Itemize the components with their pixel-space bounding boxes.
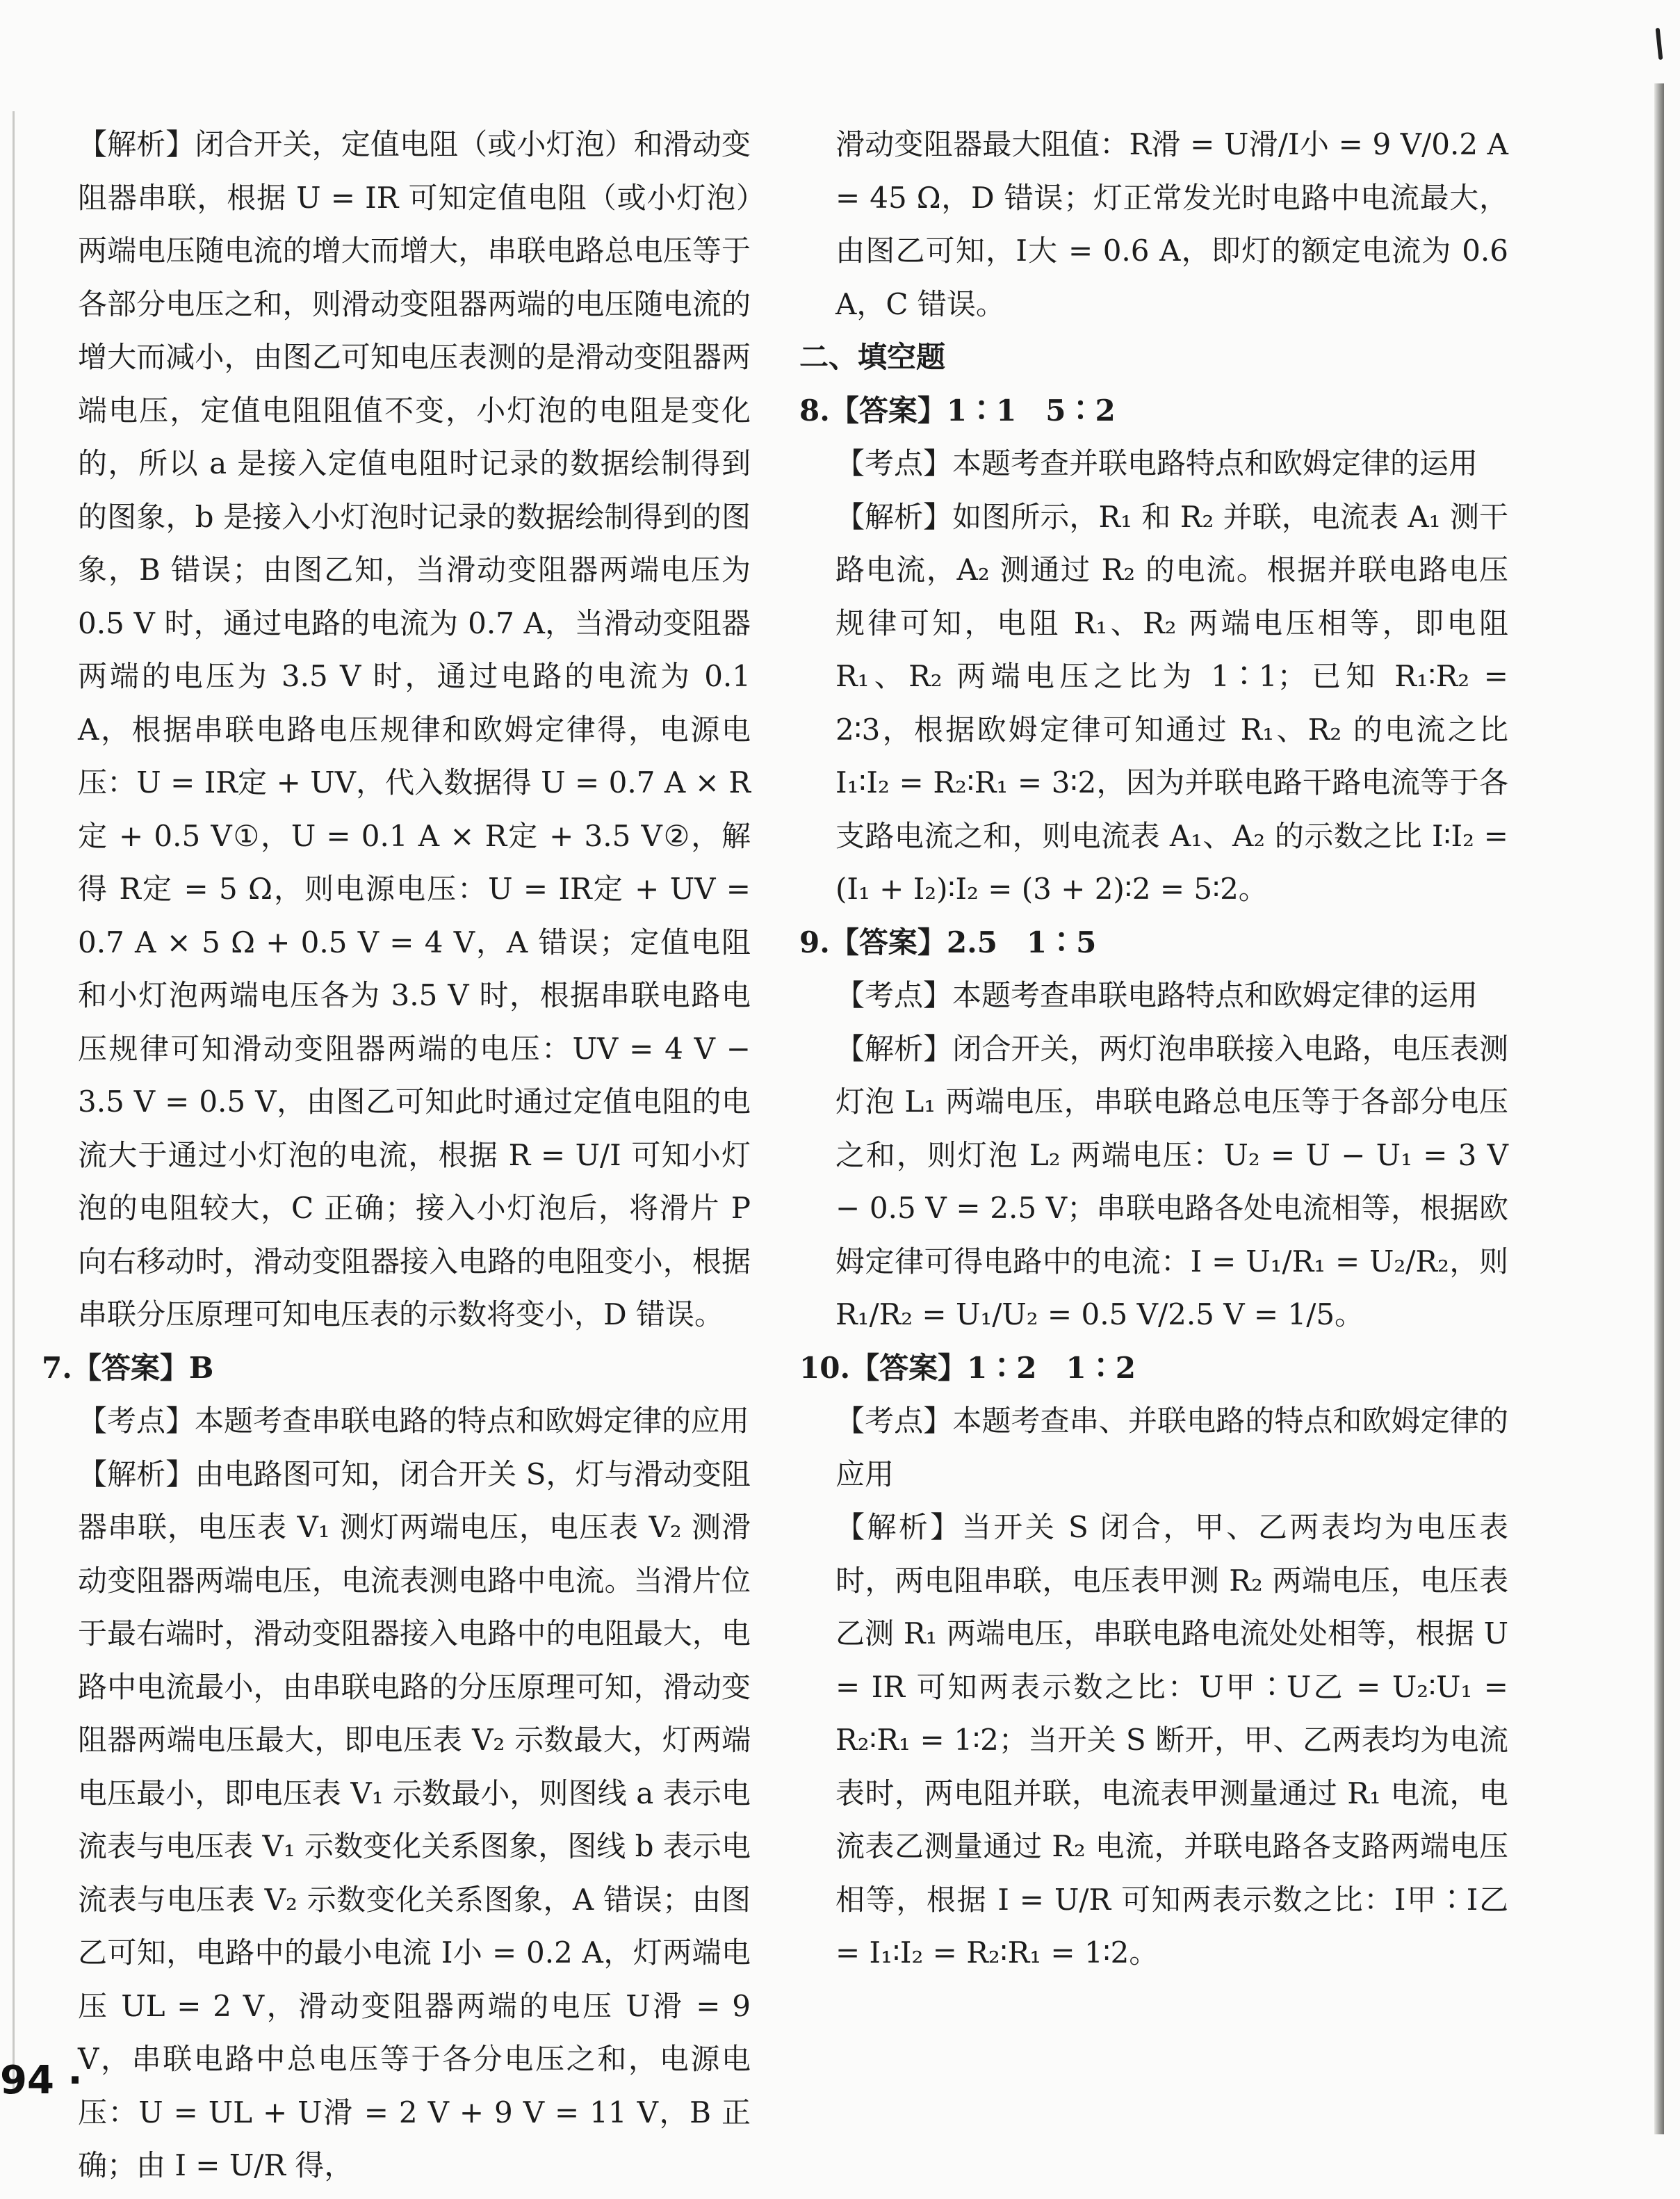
q9-point: 【考点】本题考查串联电路特点和欧姆定律的运用 (835, 978, 1478, 1012)
page-number: 94 · (0, 2058, 83, 2103)
page-edge-left (13, 111, 15, 2093)
q9-analysis: 【解析】闭合开关，两灯泡串联接入电路，电压表测灯泡 L₁ 两端电压，串联电路总电压等于各部分电压之和，则灯泡 L₂ 两端电压：U₂ = U − U₁ = 3 V − 0.5 V = 2.5 V；串联电路各处电流相等，根据欧姆定律可得电路中的电流：I = U₁/R₁ = U₂/R₂，则 R₁/R₂ = U₁/U₂ = 0.5 V/2.5 V = 1/5。 (835, 1031, 1508, 1331)
q9-answer: 9.【答案】2.5 1∶5 (799, 925, 1097, 959)
left-column (42, 118, 751, 2193)
q6-analysis: 【解析】闭合开关，定值电阻（或小灯泡）和滑动变阻器串联，根据 U = IR 可知定值电阻（或小灯泡）两端电压随电流的增大而增大，串联电路总电压等于各部分电压之和，则滑动变阻器两端的电压随电流的增大而减小，由图乙可知电压表测的是滑动变阻器两端电压，定值电阻阻值不变，小灯泡的电阻是变化的，所以 a 是接入定值电阻时记录的数据绘制得到的图象，b 是接入小灯泡时记录的数据绘制得到的图象，B 错误；由图乙知，当滑动变阻器两端电压为 0.5 V 时，通过电路的电流为 0.7 A，当滑动变阻器两端的电压为 3.5 V 时，通过电路的电流为 0.1 A，根据串联电路电压规律和欧姆定律得，电源电压：U = IR定 + UV，代入数据得 U = 0.7 A × R定 + 0.5 V①，U = 0.1 A × R定 + 3.5 V②，解得 R定 = 5 Ω，则电源电压：U = IR定 + UV = 0.7 A × 5 Ω + 0.5 V = 4 V，A 错误；定值电阻和小灯泡两端电压各为 3.5 V 时，根据串联电路电压规律可知滑动变阻器两端的电压：UV = 4 V − 3.5 V = 0.5 V，由图乙可知此时通过定值电阻的电流大于通过小灯泡的电流，根据 R = U/I 可知小灯泡的电阻较大，C 正确；接入小灯泡后，将滑片 P 向右移动时，滑动变阻器接入电路的电阻变小，根据串联分压原理可知电压表的示数将变小，D 错误。 (78, 127, 751, 1331)
q10-analysis: 【解析】当开关 S 闭合，甲、乙两表均为电压表时，两电阻串联，电压表甲测 R₂ 两端电压，电压表乙测 R₁ 两端电压，串联电路电流处处相等，根据 U = IR 可知两表示数之比：U甲∶U乙 = U₂∶U₁ = R₂∶R₁ = 1∶2；当开关 S 断开，甲、乙两表均为电流表时，两电阻并联，电流表甲测量通过 R₁ 电流，电流表乙测量通过 R₂ 电流，并联电路各支路两端电压相等，根据 I = U/R 可知两表示数之比：I甲∶I乙 = I₁∶I₂ = R₂∶R₁ = 1∶2。 (835, 1510, 1508, 1970)
page-binding-edge (1654, 83, 1664, 2134)
right-column (799, 118, 1508, 1980)
q7-point: 【考点】本题考查串联电路的特点和欧姆定律的应用 (78, 1404, 750, 1438)
corner-mark (1656, 28, 1663, 60)
q10-answer: 10.【答案】1∶2 1∶2 (799, 1350, 1136, 1385)
section-heading: 二、填空题 (799, 340, 946, 374)
q7-analysis-continued: 滑动变阻器最大阻值：R滑 = U滑/I小 = 9 V/0.2 A = 45 Ω，D 错误；灯正常发光时电路中电流最大，由图乙可知，I大 = 0.6 A，即灯的额定电流为 0.6 A，C 错误。 (835, 127, 1508, 321)
q7-analysis: 【解析】由电路图可知，闭合开关 S，灯与滑动变阻器串联，电压表 V₁ 测灯两端电压，电压表 V₂ 测滑动变阻器两端电压，电流表测电路中电流。当滑片位于最右端时，滑动变阻器接入电路中的电阻最大，电路中电流最小，由串联电路的分压原理可知，滑动变阻器两端电压最大，即电压表 V₂ 示数最大，灯两端电压最小，即电压表 V₁ 示数最小，则图线 a 表示电流表与电压表 V₁ 示数变化关系图象，图线 b 表示电流表与电压表 V₂ 示数变化关系图象，A 错误；由图乙可知，电路中的最小电流 I小 = 0.2 A，灯两端电压 UL = 2 V，滑动变阻器两端的电压 U滑 = 9 V，串联电路中总电压等于各分电压之和，电源电压：U = UL + U滑 = 2 V + 9 V = 11 V，B 正确；由 I = U/R 得， (78, 1456, 751, 2182)
q8-analysis: 【解析】如图所示，R₁ 和 R₂ 并联，电流表 A₁ 测干路电流，A₂ 测通过 R₂ 的电流。根据并联电路电压规律可知，电阻 R₁、R₂ 两端电压相等，即电阻 R₁、R₂ 两端电压之比为 1∶1；已知 R₁∶R₂ = 2∶3，根据欧姆定律可知通过 R₁、R₂ 的电流之比 I₁∶I₂ = R₂∶R₁ = 3∶2，因为并联电路干路电流等于各支路电流之和，则电流表 A₁、A₂ 的示数之比 I∶I₂ = (I₁ + I₂)∶I₂ = (3 + 2)∶2 = 5∶2。 (835, 499, 1508, 906)
q8-point: 【考点】本题考查并联电路特点和欧姆定律的运用 (835, 446, 1478, 480)
q10-point: 【考点】本题考查串、并联电路的特点和欧姆定律的应用 (835, 1404, 1508, 1491)
q7-answer: 7.【答案】B (42, 1350, 214, 1385)
q8-answer: 8.【答案】1∶1 5∶2 (799, 393, 1116, 428)
